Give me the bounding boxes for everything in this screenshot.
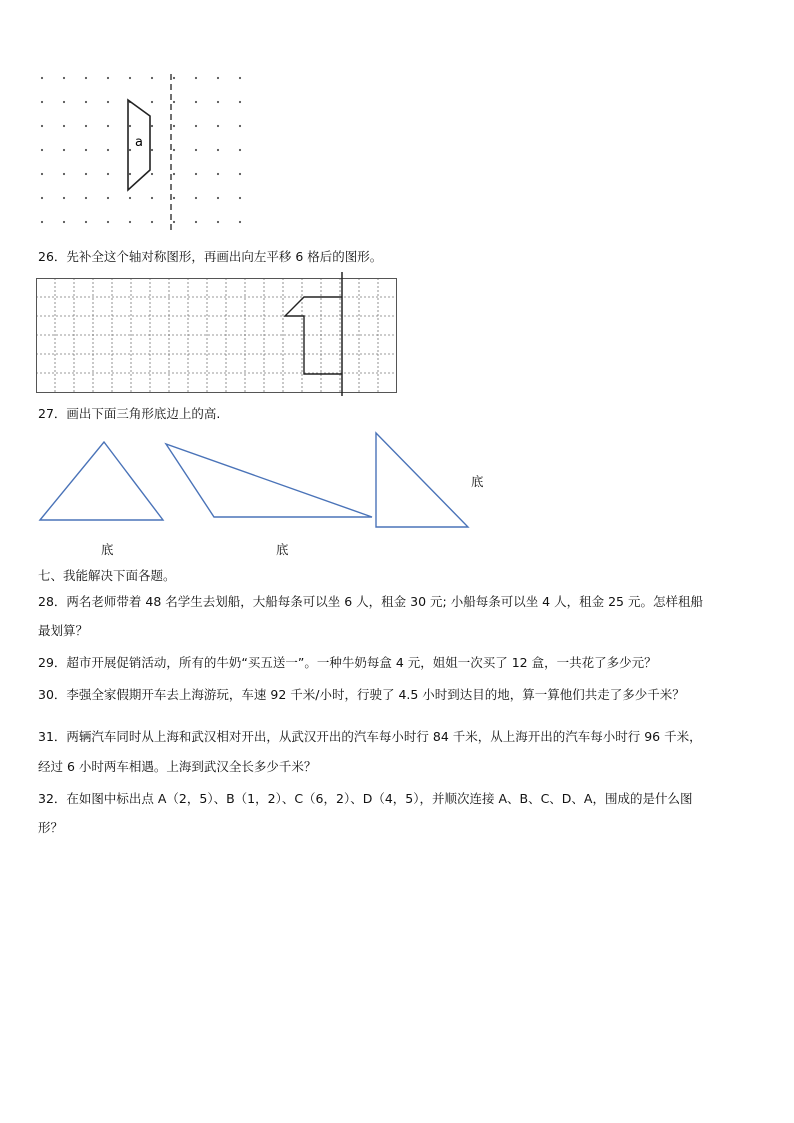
grid-dot [217, 149, 219, 151]
question-32-line-1: 32．在如图中标出点 A（2，5）、B（1，2）、C（6，2）、D（4，5），并顺次连接 A、B、C、D、A，围成的是什么图 [38, 791, 693, 806]
grid-dot [151, 149, 153, 151]
half-figure [285, 297, 342, 374]
grid-dot [173, 149, 175, 151]
grid-dot [107, 125, 109, 127]
grid-dot [217, 101, 219, 103]
grid-dot [239, 101, 241, 103]
grid-dot [63, 125, 65, 127]
grid-dot [239, 173, 241, 175]
grid-dot [195, 197, 197, 199]
question-26: 26．先补全这个轴对称图形，再画出向左平移 6 格后的图形。 [38, 249, 383, 264]
grid-dot [151, 221, 153, 223]
grid-dot [217, 77, 219, 79]
grid-dot [85, 101, 87, 103]
triangle-3 [376, 433, 468, 527]
question-31-line-2: 经过 6 小时两车相遇。上海到武汉全长多少千米？ [38, 759, 317, 774]
square-grid-figure [36, 278, 401, 398]
grid-dot [217, 197, 219, 199]
grid-dot [107, 77, 109, 79]
grid-dot [217, 173, 219, 175]
grid-dot [195, 125, 197, 127]
grid-dot [63, 149, 65, 151]
grid-dot [41, 173, 43, 175]
section-7-heading: 七、我能解决下面各题。 [38, 568, 176, 583]
grid-dot [239, 149, 241, 151]
grid-dot [239, 197, 241, 199]
grid-dot [41, 77, 43, 79]
grid-dot [107, 197, 109, 199]
grid-dot [129, 125, 131, 127]
question-28-line-1: 28．两名老师带着 48 名学生去划船，大船每条可以坐 6 人，租金 30 元; 小船每条可以坐 4 人，租金 25 元。怎样租船 [38, 594, 703, 609]
dot-grid-figure [30, 70, 270, 235]
question-30: 30．李强全家假期开车去上海游玩，车速 92 千米/小时，行驶了 4.5 小时到达目的地，算一算他们共走了多少千米？ [38, 687, 685, 702]
grid-dot [129, 221, 131, 223]
grid-dot [129, 173, 131, 175]
grid-dot [63, 197, 65, 199]
grid-dot [195, 101, 197, 103]
triangle-1 [40, 442, 163, 520]
grid-dot [151, 197, 153, 199]
grid-dot [107, 101, 109, 103]
triangles-figure [36, 430, 476, 535]
grid-dot [239, 221, 241, 223]
grid-dot [129, 77, 131, 79]
grid-dot [151, 125, 153, 127]
grid-dot [85, 149, 87, 151]
grid-dot [173, 101, 175, 103]
grid-dot [129, 197, 131, 199]
grid-dot [41, 197, 43, 199]
grid-dot [195, 173, 197, 175]
grid-dot [195, 221, 197, 223]
question-28-line-2: 最划算？ [38, 623, 89, 638]
grid-dot [63, 77, 65, 79]
triangle-2 [166, 444, 372, 517]
base-label-1: 底 [101, 542, 114, 557]
grid-dot [239, 125, 241, 127]
base-label-3: 底 [471, 474, 484, 489]
grid-dot [151, 173, 153, 175]
grid-dot [41, 221, 43, 223]
grid-dot [85, 125, 87, 127]
grid-dot [85, 221, 87, 223]
grid-dot [151, 101, 153, 103]
grid-dot [173, 197, 175, 199]
grid-dot [63, 101, 65, 103]
grid-dot [85, 173, 87, 175]
grid-dot [151, 77, 153, 79]
question-31-line-1: 31．两辆汽车同时从上海和武汉相对开出，从武汉开出的汽车每小时行 84 千米，从上海开出的汽车每小时行 96 千米， [38, 729, 702, 744]
grid-dot [173, 125, 175, 127]
question-29: 29．超市开展促销活动，所有的牛奶“买五送一”。一种牛奶每盒 4 元，姐姐一次买了 12 盒，一共花了多少元？ [38, 655, 657, 670]
grid-dot [217, 221, 219, 223]
grid-dot [63, 221, 65, 223]
question-32-line-2: 形？ [38, 820, 64, 835]
grid-dot [107, 173, 109, 175]
grid-dot [41, 149, 43, 151]
grid-dot [173, 173, 175, 175]
grid-dot [107, 149, 109, 151]
grid-dot [107, 221, 109, 223]
grid-dot [195, 77, 197, 79]
trapezoid-label: a [135, 135, 143, 150]
grid-dot [129, 149, 131, 151]
grid-dot [85, 77, 87, 79]
grid-dot [41, 101, 43, 103]
grid-dot [41, 125, 43, 127]
grid-dot [195, 149, 197, 151]
grid-dot [217, 125, 219, 127]
base-label-2: 底 [276, 542, 289, 557]
grid-dot [85, 197, 87, 199]
grid-dot [63, 173, 65, 175]
grid-dot [173, 77, 175, 79]
question-27: 27．画出下面三角形底边上的高. [38, 406, 221, 421]
grid-dot [173, 221, 175, 223]
grid-dot [239, 77, 241, 79]
